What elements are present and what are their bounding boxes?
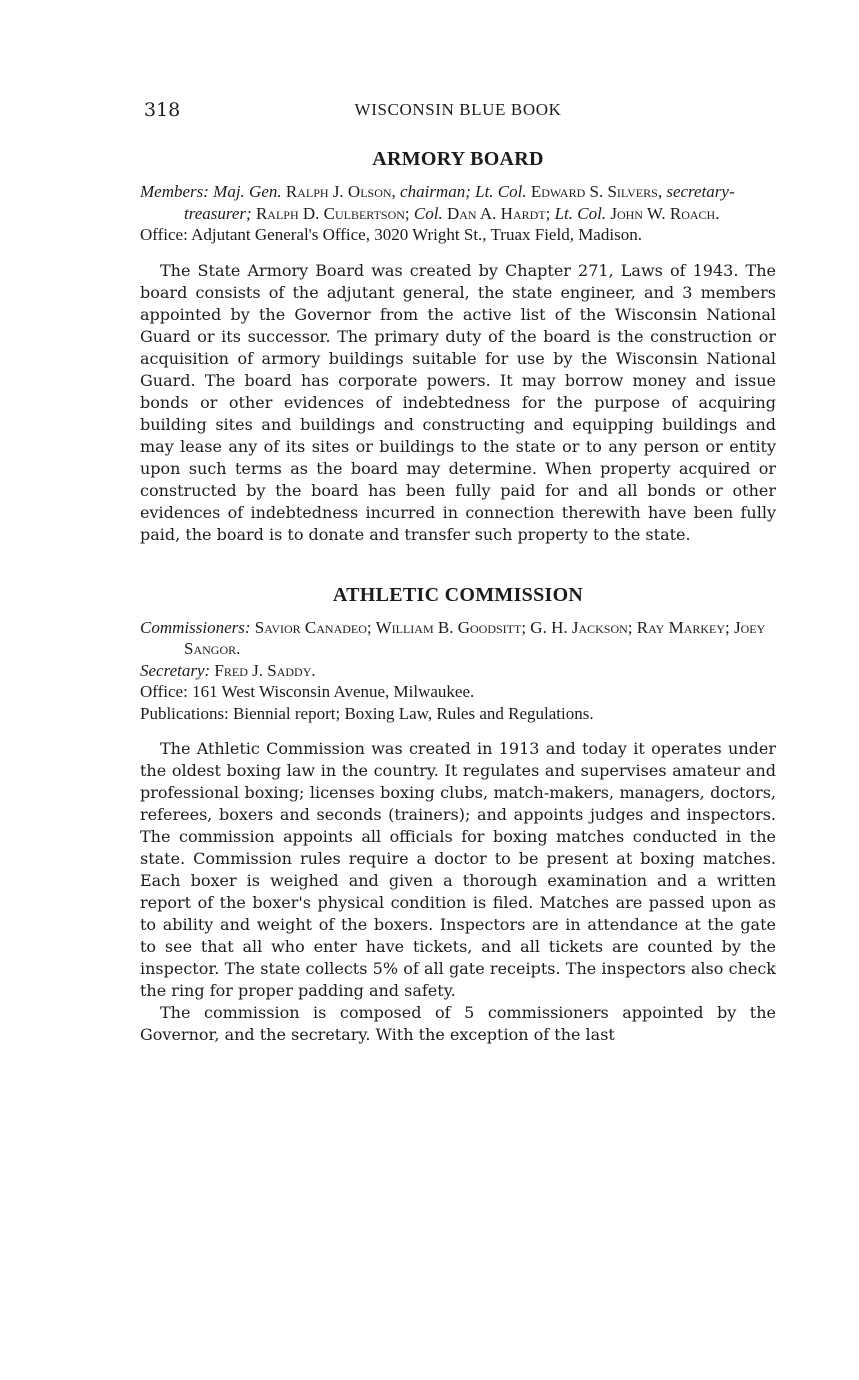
athletic-commission-section [140,584,776,1047]
book-page [140,96,776,1046]
armory-board-section [140,148,776,546]
secretary-line [140,660,776,682]
running-header [140,96,776,126]
member-2-rank: Lt. Col. [475,182,527,201]
athletic-description: The Athletic Commission was created in 1913 and today it operates under the oldest boxing law in the country. It regulates and supervises amateur and professional boxing; licenses boxing clubs, match-makers, managers, doctors, referees, boxers and seconds (trainers); and appoints judges and inspectors. The commission appoints all officials for boxing matches conducted in the state. Commission rules require a doctor to be present at boxing matches. Each boxer is weighed and given a thorough examination and a written report of the boxer's physical condition is filed. Matches are passed upon as to ability and weight of the boxers. Inspectors are in attendance at the gate to see that all who enter have tickets, and all tickets are counted by the inspector. The state collects 5% of all gate receipts. The inspectors also check the ring for proper padding and safety. [140,739,776,1000]
member-5-rank: Lt. Col. [554,203,607,223]
secretary-label: Secretary: [140,660,211,680]
secretary-name: Fred J. Saddy. [214,660,316,680]
armory-members [140,181,776,224]
member-3-name: Ralph D. Culbertson; [255,203,410,223]
member-4-name: Dan A. Hardt; [446,203,551,223]
members-label: Members: [140,182,209,201]
member-4-rank: Col. [413,203,443,223]
member-1-role: chairman; [400,182,471,201]
armory-office: Office: Adjutant General's Office, 3020 Wright St., Truax Field, Madison. [140,225,642,244]
commissioners-line [140,617,776,660]
commissioners-names: Savior Canadeo; William B. Goodsitt; G. H. Jackson; Ray Markey; Joey Sangor. [184,617,766,658]
athletic-info [140,617,776,725]
athletic-composition: The commission is composed of 5 commissioners appointed by the Governor, and the secretary. With the exception of the last [140,1003,776,1044]
page-number: 318 [144,99,181,121]
running-title: WISCONSIN BLUE BOOK [354,100,562,119]
member-2-role: secretary-treasurer; [184,182,735,223]
armory-description: The State Armory Board was created by Chapter 271, Laws of 1943. The board consists of the adjutant general, the state engineer, and 3 members appointed by the Governor from the active list of the Wisconsin National Guard or its successor. The primary duty of the board is the construction or acquisition of armory buildings suitable for use by the Wisconsin National Guard. The board has corporate powers. It may borrow money and issue bonds or other evidences of indebtedness for the purpose of acquiring building sites and buildings and constructing and equipping buildings and may lease any of its sites or buildings to the state or to any person or entity upon such terms as the board may determine. When property acquired or constructed by the board has been fully paid for and all bonds or other evidences of indebtedness incurred in connection therewith have been fully paid, the board is to donate and transfer such property to the state. [140,260,776,544]
member-5-name: John W. Roach. [610,203,720,223]
armory-info [140,181,776,246]
member-1-rank: Maj. Gen. [213,182,282,201]
commissioners-label: Commissioners: [140,617,251,637]
athletic-office: Office: 161 West Wisconsin Avenue, Milwaukee. [140,682,475,701]
athletic-publications: Publications: Biennial report; Boxing Law, Rules and Regulations. [140,703,594,723]
member-1-name: Ralph J. Olson, [285,182,396,201]
athletic-commission-heading: ATHLETIC COMMISSION [332,583,584,606]
member-2-name: Edward S. Silvers, [530,182,663,201]
armory-board-heading: ARMORY BOARD [372,148,544,170]
